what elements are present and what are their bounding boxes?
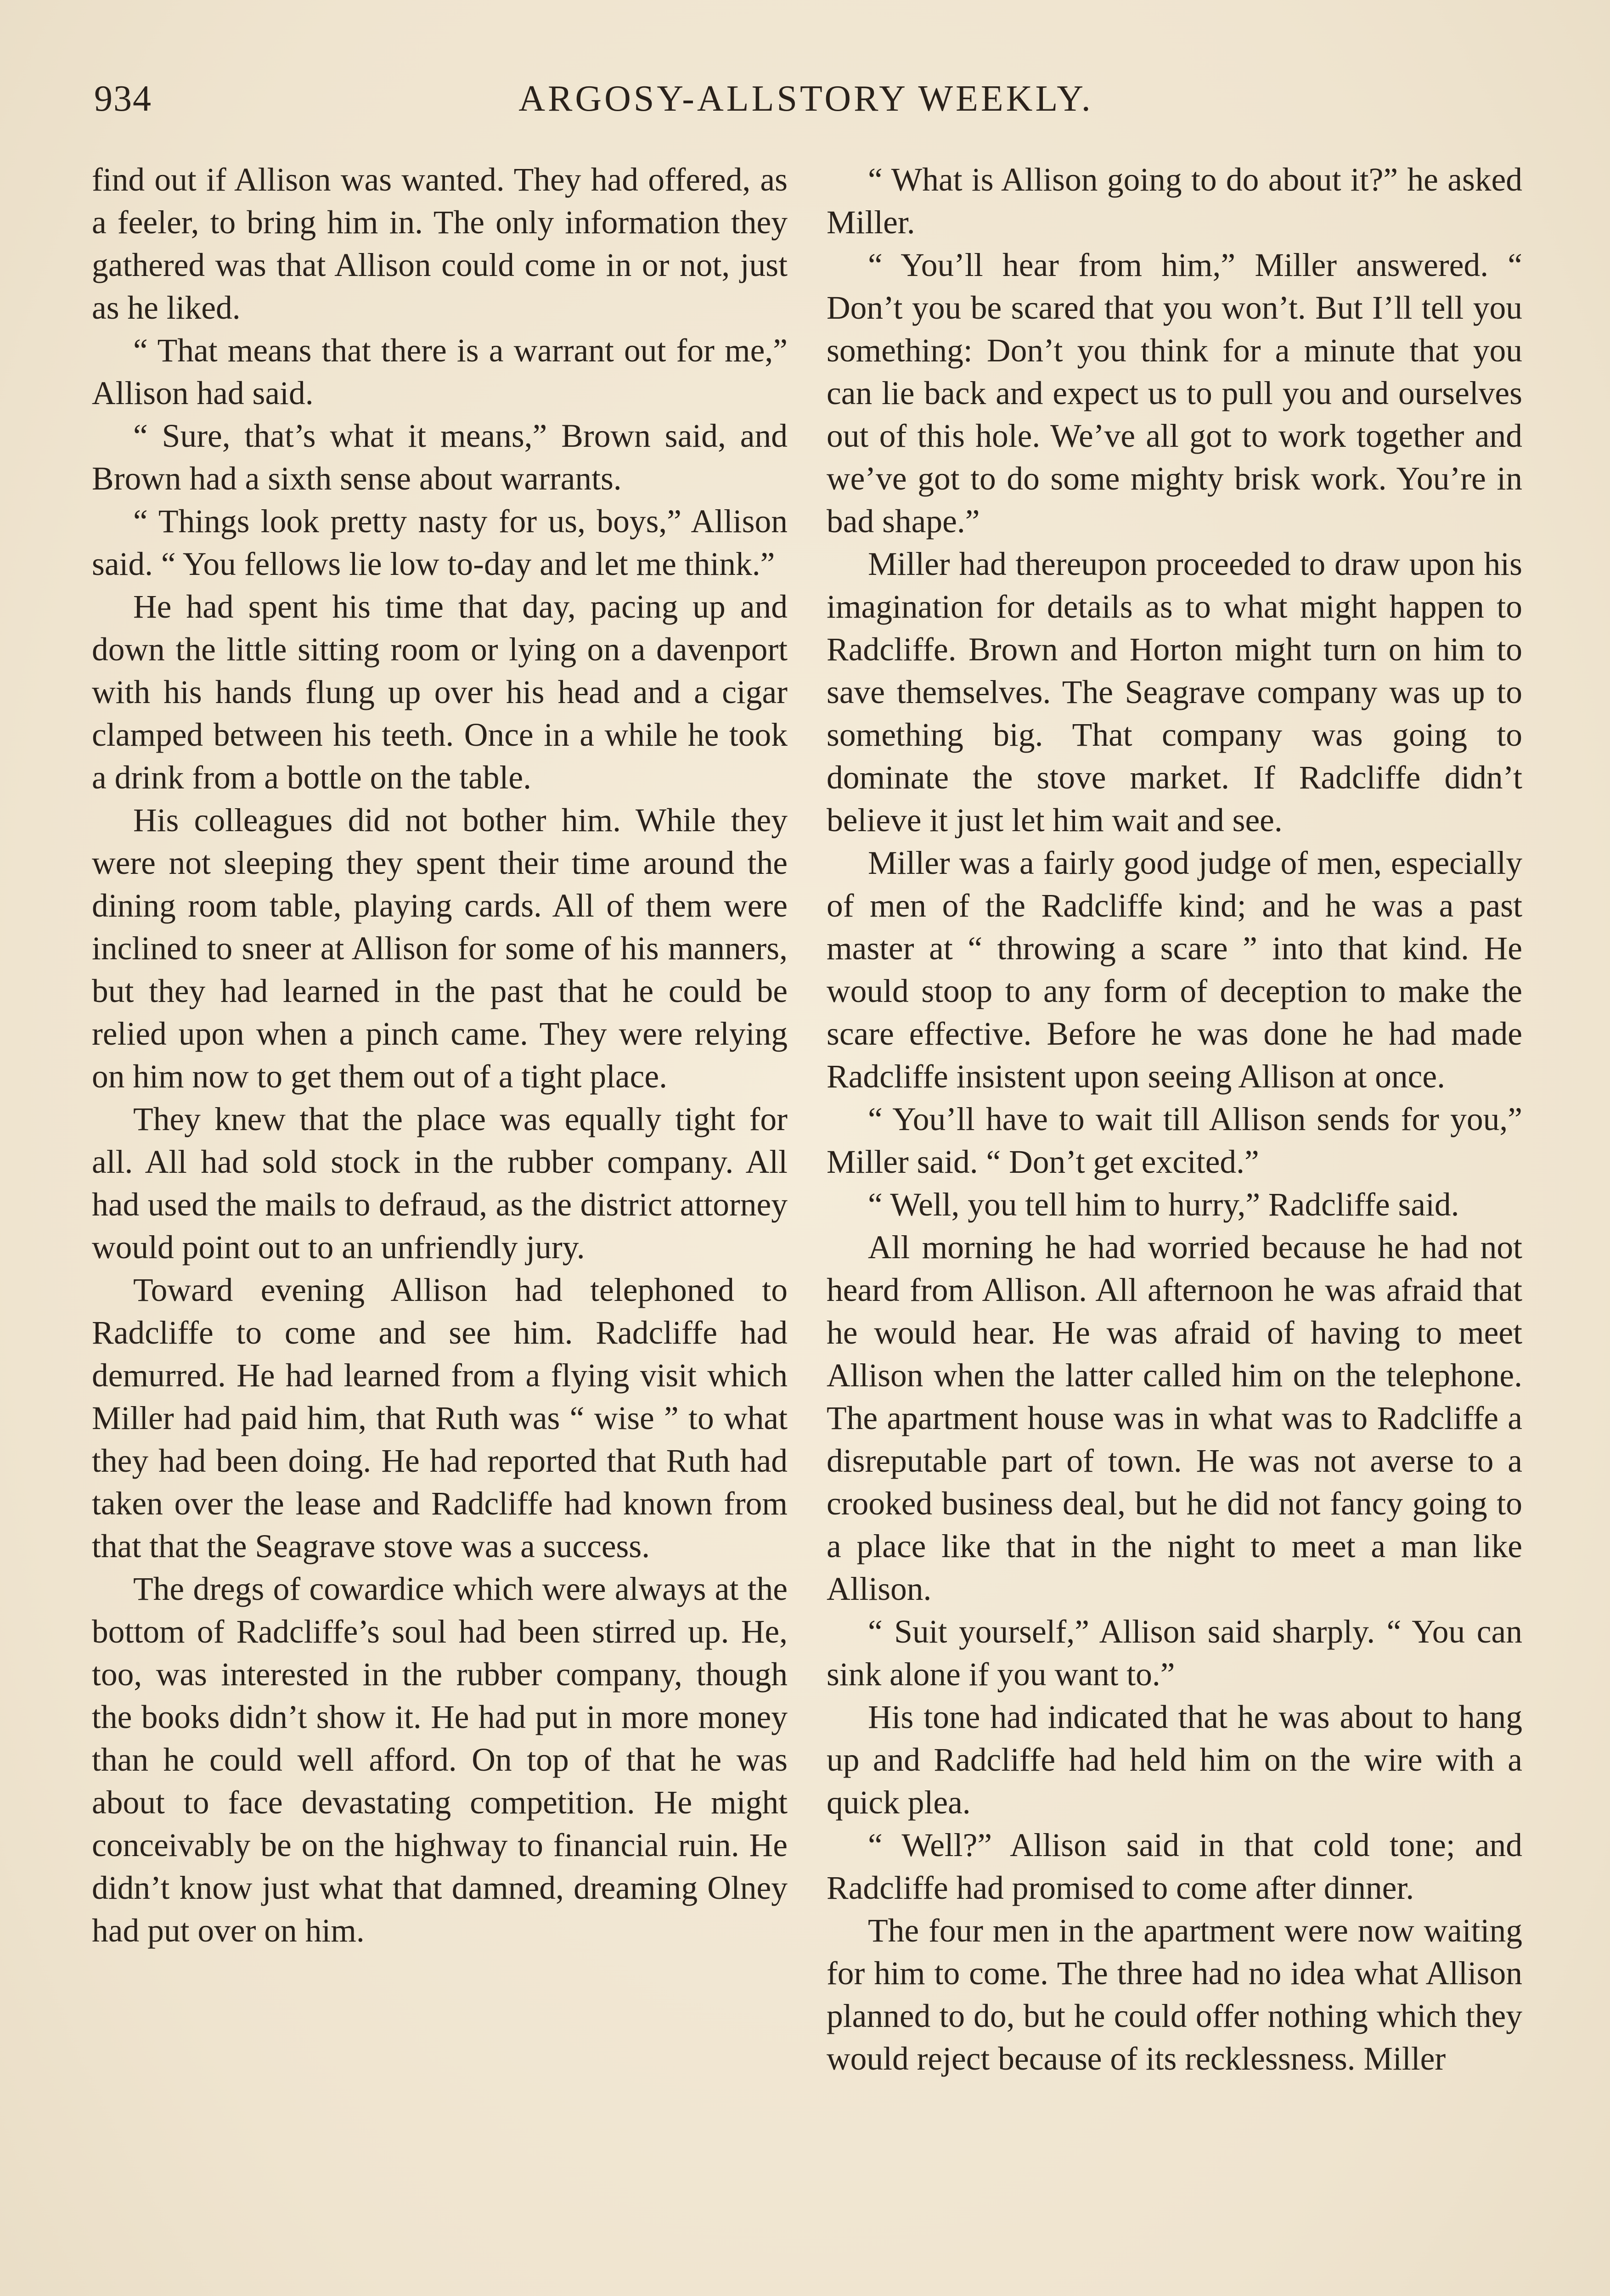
paragraph: He had spent his time that day, pacing up and down the little sitting room or lying on a davenport with his hands flung up over his head and a cigar clamped between his teeth. Once in a while he took a drink from a bottle on the table. [92,589,788,796]
paragraph: “ Suit yourself,” Allison said sharply. “ You can sink alone if you want to.” [827,1614,1522,1693]
paragraph: “ What is Allison going to do about it?” he asked Miller. [827,162,1522,241]
paragraph: “ Well?” Allison said in that cold tone; and Radcliffe had promised to come after dinner. [827,1827,1522,1906]
right-column [827,158,1522,2080]
paragraph: “ Things look pretty nasty for us, boys,” Allison said. “ You fellows lie low to-day and let me think.” [92,503,788,582]
paragraph: find out if Allison was wanted. They had offered, as a feeler, to bring him in. The only information they gathered was that Allison could come in or not, just as he liked. [92,162,788,326]
paragraph: Miller was a fairly good judge of men, especially of men of the Radcliffe kind; and he was a past master at “ throwing a scare ” into that kind. He would stoop to any form of deception to make the scare effective. Before he was done he had made Radcliffe insistent upon seeing Allison at once. [827,845,1522,1095]
paragraph: “ Well, you tell him to hurry,” Radcliffe said. [868,1187,1459,1223]
paragraph: Toward evening Allison had telephoned to Radcliffe to come and see him. Radcliffe had demurred. He had learned from a flying visit which Miller had paid him, that Ruth was “ wise ” to what they had been doing. He had reported that Ruth had taken over the lease and Radcliffe had known from that that the Seagrave stove was a success. [92,1272,788,1564]
page-number: 934 [94,79,152,119]
paragraph: They knew that the place was equally tight for all. All had sold stock in the rubber company. All had used the mails to defraud, as the district attorney would point out to an unfriendly jury. [92,1101,788,1266]
left-column [92,158,788,1952]
paragraph: The four men in the apartment were now waiting for him to come. The three had no idea what Allison planned to do, but he could offer nothing which they would reject because of its recklessness. Miller [827,1913,1522,2077]
paragraph: His tone had indicated that he was about to hang up and Radcliffe had held him on the wire with a quick plea. [827,1699,1522,1821]
paragraph: “ You’ll have to wait till Allison sends for you,” Miller said. “ Don’t get excited.” [827,1101,1522,1180]
paragraph: His colleagues did not bother him. While they were not sleeping they spent their time around the dining room table, playing cards. All of them were inclined to sneer at Allison for some of his manners, but they had learned in the past that he could be relied upon when a pinch came. They were relying on him now to get them out of a tight place. [92,802,788,1095]
paragraph: Miller had thereupon proceeded to draw upon his imagination for details as to what might happen to Radcliffe. Brown and Horton might turn on him to save themselves. The Seagrave company was up to something big. That company was going to dominate the stove market. If Radcliffe didn’t believe it just let him wait and see. [827,546,1522,838]
page-header [94,78,1518,138]
paragraph: “ You’ll hear from him,” Miller answered. “ Don’t you be scared that you won’t. But I’ll tell you something: Don’t you think for a minute that you can lie back and expect us to pull you and ourselves out of this hole. We’ve all got to work together and we’ve got to do some mighty brisk work. You’re in bad shape.” [827,247,1522,540]
paragraph: The dregs of cowardice which were always at the bottom of Radcliffe’s soul had been stirred up. He, too, was interested in the rubber company, though the books didn’t show it. He had put in more money than he could well afford. On top of that he was about to face devastating competition. He might conceivably be on the highway to financial ruin. He didn’t know just what that damned, dreaming Olney had put over on him. [92,1571,788,1949]
paragraph: “ Sure, that’s what it means,” Brown said, and Brown had a sixth sense about warrants. [92,418,788,497]
paragraph: “ That means that there is a warrant out for me,” Allison had said. [92,332,788,411]
paragraph: All morning he had worried because he had not heard from Allison. All afternoon he was afraid that he would hear. He was afraid of having to meet Allison when the latter called him on the telephone. The apartment house was in what was to Radcliffe a disreputable part of town. He was not averse to a crooked business deal, but he did not fancy going to a place like that in the night to meet a man like Allison. [827,1229,1522,1607]
running-title: ARGOSY-ALLSTORY WEEKLY. [518,79,1093,119]
